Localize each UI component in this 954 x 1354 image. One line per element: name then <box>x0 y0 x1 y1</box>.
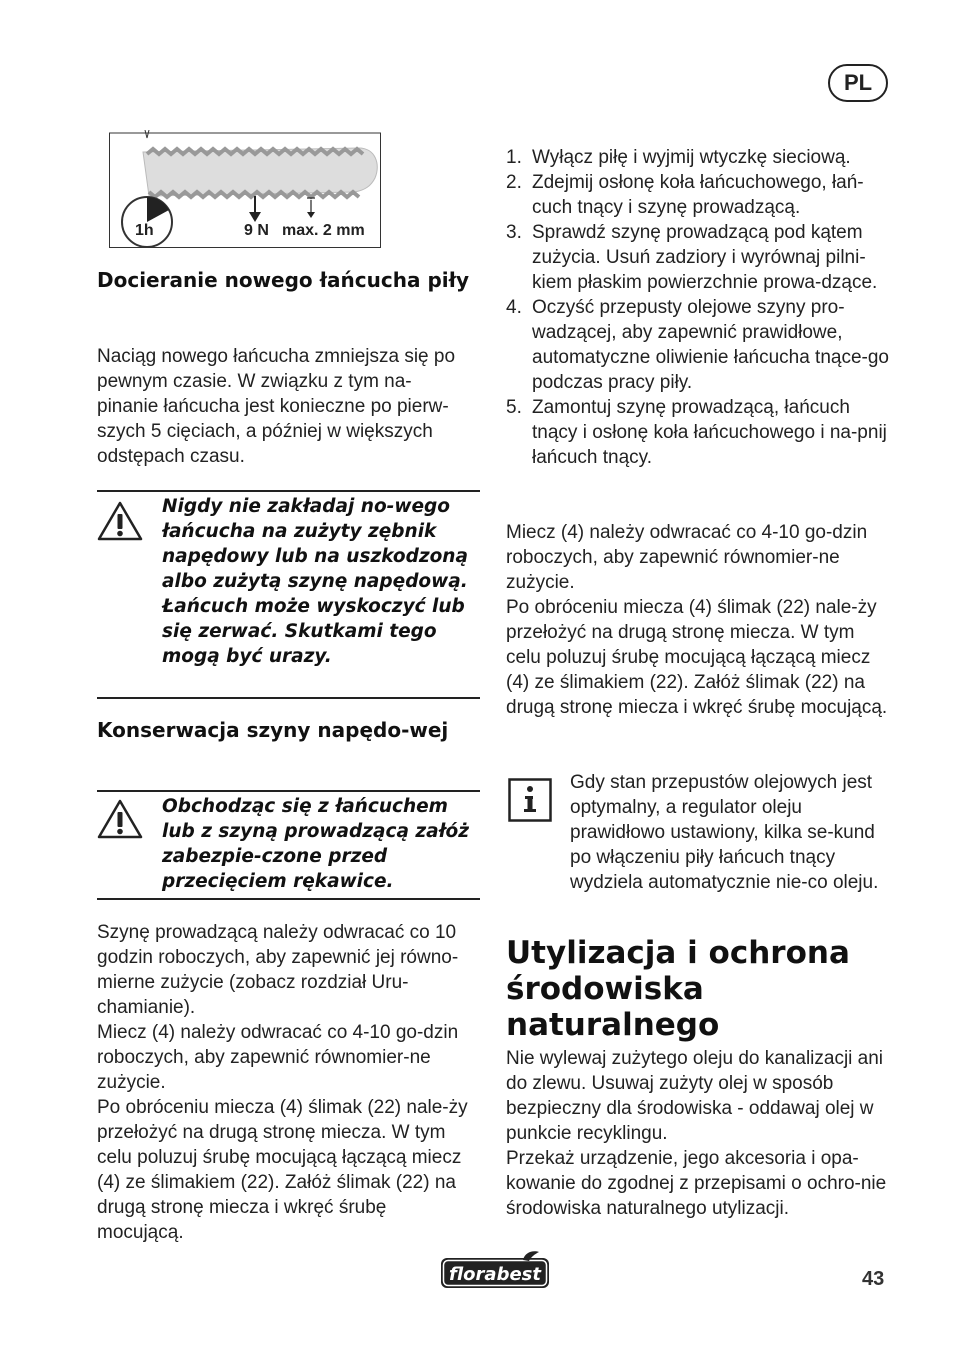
divider <box>97 490 480 492</box>
list-item: 2. Zdejmij osłonę koła łańcuchowego, łań-cuch tnący i szynę prowadzącą. <box>506 172 864 218</box>
paragraph-worm-gear-right: Po obróceniu miecza (4) ślimak (22) nale-ży przełożyć na drugą stronę miecza. W tym celu poluzuj śrubę mocującą łączącą miecz (4) ze ślimakiem (22). Załóż ślimak (22) na drugą stronę miecza i wkręć śrubę mocującą. <box>506 597 888 718</box>
paragraph-oil-disposal: Nie wylewaj zużytego oleju do kanalizacji ani do zlewu. Usuwaj zużyty olej w sposób bezpieczny dla środowiska - oddawaj olej w punkcie recyklingu. <box>506 1048 884 1144</box>
list-item: 3. Sprawdź szynę prowadzącą pod kątem zużycia. Usuń zadziory i wyrównaj pilni-kiem płaskim powierzchnie prowa-dzące. <box>506 222 878 293</box>
procedure-steps <box>506 145 890 470</box>
heading-break-in: Docieranie nowego łańcucha piły <box>97 268 470 292</box>
heading-bar-maintenance: Konserwacja szyny napędo-wej <box>97 718 449 742</box>
figure-label-time: 1h <box>135 222 154 239</box>
list-item: 5. Zamontuj szynę prowadzącą, łańcuch tnący i osłonę koła łańcuchowego i na-pnij łańcuch tnący. <box>506 397 887 468</box>
heading-disposal: Utylizacja i ochrona środowiska naturalnego <box>506 935 850 1043</box>
paragraph-flip-interval: Miecz (4) należy odwracać co 4-10 go-dzin roboczych, aby zapewnić równomier-ne zużycie. <box>97 1022 459 1093</box>
paragraph-worm-gear: Po obróceniu miecza (4) ślimak (22) nale-ży przełożyć na drugą stronę miecza. W tym celu poluzuj śrubę mocującą łączącą miecz (4) ze ślimakiem (22). Załóż ślimak (22) na drugą stronę miecza i wkręć śrubę mocującą. <box>97 1097 468 1243</box>
warning-worn-sprocket: Nigdy nie zakładaj no-wego łańcucha na zużyty zębnik napędowy lub na uszkodzoną albo zużytą szynę napędową. Łańcuch może wyskoczyć lub się zerwać. Skutkami tego mogą być urazy. <box>162 496 468 667</box>
chain-tension-figure <box>109 130 381 248</box>
list-item: 4. Oczyść przepusty olejowe szyny pro-wadzącej, aby zapewnić prawidłowe, automatyczne oliwienie łańcucha tnące-go podczas pracy piły. <box>506 297 889 393</box>
divider <box>97 697 480 699</box>
logo-text: florabest <box>449 1264 541 1285</box>
language-badge: PL <box>828 64 888 102</box>
divider <box>97 898 480 900</box>
paragraph-break-in: Naciąg nowego łańcucha zmniejsza się po pewnym czasie. W związku z tym na-pinanie łańcucha jest konieczne po pierw-szych 5 cięciach, a później w większych odstępach czasu. <box>97 346 456 467</box>
info-icon <box>508 778 552 822</box>
paragraph-device-disposal: Przekaż urządzenie, jego akcesoria i opa-kowanie do zgodnej z przepisami o ochro-nie środowiska naturalnego utylizacji. <box>506 1148 887 1219</box>
list-item: 1. Wyłącz piłę i wyjmij wtyczkę sieciową. <box>506 147 851 168</box>
info-oil-note: Gdy stan przepustów olejowych jest optymalny, a regulator oleju prawidłowo ustawiony, kilka se-kund po włączeniu piły łańcuch tnący wydziela automatycznie nie-co oleju. <box>570 772 879 893</box>
warning-icon <box>97 500 143 542</box>
paragraph-flip-interval-right: Miecz (4) należy odwracać co 4-10 go-dzin roboczych, aby zapewnić równomier-ne zużycie. <box>506 522 868 593</box>
florabest-logo <box>439 1250 551 1290</box>
figure-label-gap: max. 2 mm <box>282 222 365 239</box>
page-number: 43 <box>862 1268 885 1290</box>
figure-label-force: 9 N <box>244 222 269 239</box>
warning-icon <box>97 798 143 840</box>
warning-gloves: Obchodząc się z łańcuchem lub z szyną prowadzącą załóż zabezpie-czone przed przecięciem rękawice. <box>162 796 470 892</box>
divider <box>97 790 480 792</box>
paragraph-flip-bar: Szynę prowadzącą należy odwracać co 10 godzin roboczych, aby zapewnić jej równo-mierne zużycie (zobacz rozdział Uru-chamianie). <box>97 922 459 1018</box>
